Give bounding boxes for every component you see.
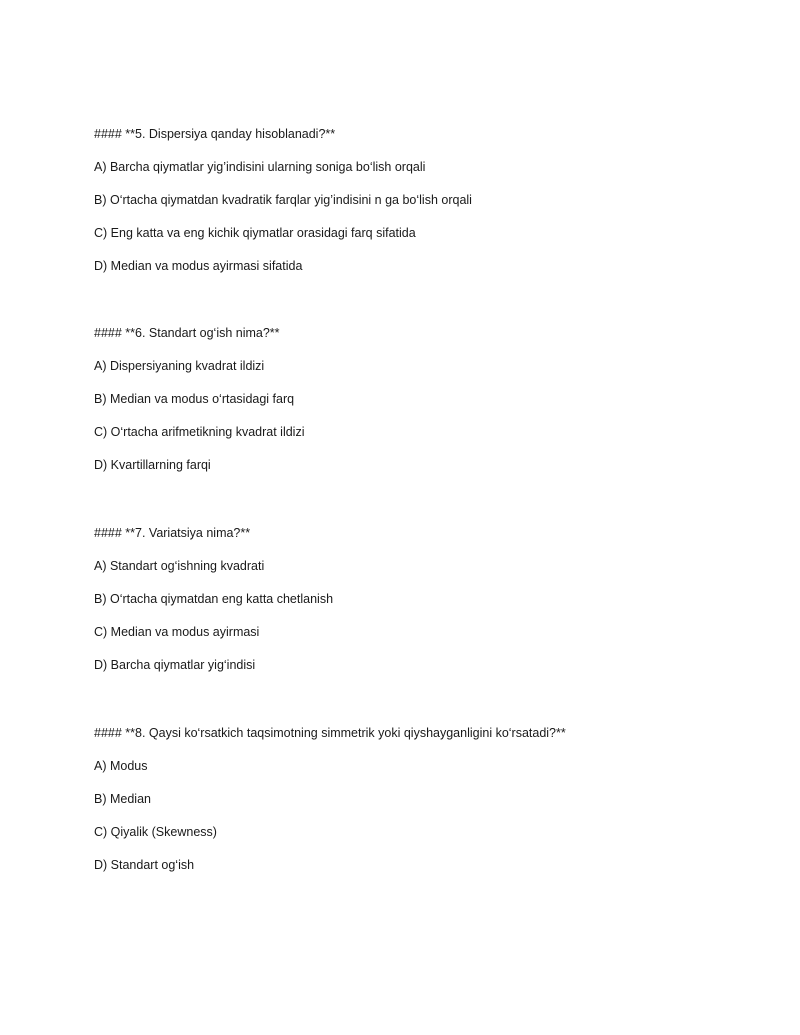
answer-option-a: A) Standart og‘ishning kvadrati [94,559,265,573]
answer-option-a: A) Modus [94,759,148,773]
answer-option-d: D) Barcha qiymatlar yig‘indisi [94,658,256,672]
question-heading: #### **5. Dispersiya qanday hisoblanadi?** [94,127,336,141]
answer-option-d: D) Kvartillarning farqi [94,458,211,472]
answer-option-a: A) Barcha qiymatlar yig’indisini ularning soniga bo‘lish orqali [94,160,426,174]
answer-option-d: D) Standart og‘ish [94,858,195,872]
question-heading: #### **8. Qaysi ko‘rsatkich taqsimotning simmetrik yoki qiyshayganligini ko‘rsatadi?** [94,726,566,740]
answer-option-c: C) Qiyalik (Skewness) [94,825,217,839]
question-5 [94,126,754,274]
answer-option-b: B) Median va modus o‘rtasidagi farq [94,392,295,406]
answer-option-c: C) O‘rtacha arifmetikning kvadrat ildizi [94,425,305,439]
answer-option-c: C) Median va modus ayirmasi [94,625,260,639]
answer-option-c: C) Eng katta va eng kichik qiymatlar orasidagi farq sifatida [94,226,416,240]
question-6 [94,325,754,473]
question-8 [94,725,754,873]
answer-option-b: B) O‘rtacha qiymatdan eng katta chetlanish [94,592,334,606]
question-heading: #### **7. Variatsiya nima?** [94,526,251,540]
question-heading: #### **6. Standart og‘ish nima?** [94,326,280,340]
answer-option-d: D) Median va modus ayirmasi sifatida [94,259,303,273]
answer-option-b: B) O‘rtacha qiymatdan kvadratik farqlar yig’indisini n ga bo‘lish orqali [94,193,472,207]
answer-option-b: B) Median [94,792,151,806]
question-7 [94,525,754,673]
answer-option-a: A) Dispersiyaning kvadrat ildizi [94,359,265,373]
